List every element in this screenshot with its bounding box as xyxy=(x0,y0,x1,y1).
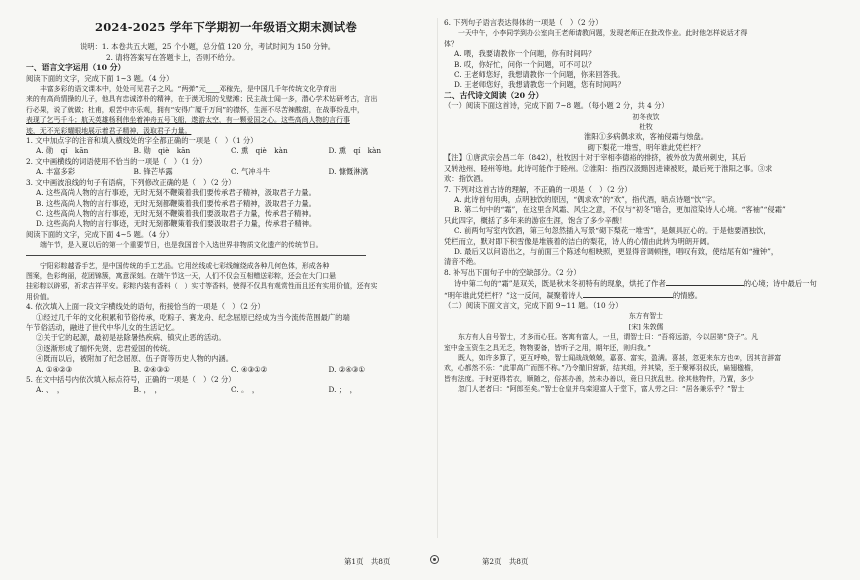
question-5: 5. 在文中括号内依次填入标点符号，正确的一项是（ ）（2 分） xyxy=(26,375,236,384)
option-c-cont: 凭栏而立，默对即下积雪像是堆簇着的洁白的梨花，诗人的心情由此转为明朗开阔。 xyxy=(444,236,714,246)
prose-line: 欢，心都然不乐：“此罪高广而图不称。”乃令撤旧营新，结其组，并其梁，至于聚幂羽叔氏，扁翅楹檐， xyxy=(444,364,758,373)
prose-line: 室中金玉资生之具无乏，物物要备，皆听子之用，期年还，则归我。” xyxy=(444,343,651,352)
passage-line: 来的有高尚情操的儿子，他具有忠诚淳朴的精神，在于漠无垠的戈壁滩；民主战士闻一多，潜心学术钻研考古，言出 xyxy=(26,95,378,104)
option-a: A. 此诗首句用典，点明独饮的原因，“偶求欢”的“欢”，指代酒，暗点诗题“饮”字。 xyxy=(454,194,720,204)
prose-author: [宋] 朱敦儒 xyxy=(628,322,664,331)
question-6: 6. 下列句子语言表达得体的一项是（ ）（2 分） xyxy=(444,18,603,27)
page-number-right: 第2页 共8页 xyxy=(482,557,529,566)
poem-note: 欢：指饮酒。 xyxy=(444,174,488,184)
reading-intro: 阅读下面的文字，完成下面 1~3 题。（4 分） xyxy=(26,73,174,83)
option-a: A. ①④②③ xyxy=(36,364,73,374)
q8-text-b: 的心境；诗中最后一句 xyxy=(743,279,817,289)
reading-intro: （一）阅读下面这首诗，完成下面 7~8 题。（每小题 2 分，共 4 分） xyxy=(444,101,669,111)
question-2-options xyxy=(26,167,426,177)
passage-line: 行必果，说了就做；杜甫，艰苦中亦乐观，拥有“安得广厦千万间”的襟怀，生涯不尽苦辣酸甜，在战事纷乱中， xyxy=(26,105,364,114)
q4-item: ③逐渐形成了缅怀先贤、忠君爱国的传统。 xyxy=(36,343,175,353)
question-1: 1. 文中加点字的注音和填入横线处的字全都正确的一项是（ ）（1 分） xyxy=(26,136,258,146)
center-mark-icon xyxy=(430,555,439,564)
option-d: D. 最后又以问语出之，与前面三个陈述句相映照，更显得音调顿挫，唱叹有致，使结尾有如“撞钟”， xyxy=(454,246,779,256)
poem-line: 淮阳①多病偶求欢，客袖侵霜与烛盘。 xyxy=(583,132,709,142)
poem-note: 【注】①唐武宗会昌二年（842），杜牧因十对于宰相李德裕的排挤，被外放为黄州刺史，其后 xyxy=(444,153,747,163)
option-c: C. 这些高尚人物的言行事迹，无时无刻不鞭策着我们要汲取君子力量，传承君子精神。 xyxy=(36,208,316,218)
answer-line xyxy=(26,255,366,256)
passage-line: 一天中午，小李同学到办公室向王老师请教问题，发现老师正在批改作业。此时他怎样说话才得 xyxy=(458,29,748,38)
option-b-cont: 只此四字，概括了多年来的游宦生涯，饱含了多少辛酸！ xyxy=(444,215,627,225)
poem-author: 杜牧 xyxy=(639,123,653,132)
section-heading: 二、古代诗文阅读（20 分） xyxy=(444,90,544,100)
question-2: 2. 文中画横线的词语使用不恰当的一项是（ ）（1 分） xyxy=(26,156,207,166)
prose-line: 东方有人自号智士，才多而心狂。客寓有富人，一旦，谓智士曰：“吾将远游，今以居第“贷子”。凡 xyxy=(458,333,759,342)
q8-text xyxy=(444,290,848,301)
option-a: A. 这些高尚人物的言行事迹，无时无刻不鞭策着我们要传承君子精神，汲取君子力量。 xyxy=(36,188,316,198)
exam-note: 说明：1. 本卷共五大题，25 个小题，总分值 120 分，考试时间为 150 分钟。 xyxy=(80,42,336,52)
passage-line: 体？ xyxy=(444,39,458,48)
option-c: C. 熏 qiè kàn xyxy=(231,146,288,156)
section-heading: 一、语言文字运用（10 分） xyxy=(26,63,126,73)
poem-line: 砌下梨花一堆雪，明年谁此凭栏杆？ xyxy=(587,142,705,152)
question-7: 7. 下列对这首古诗的理解，不正确的一项是（ ）（2 分） xyxy=(444,184,632,194)
option-a: A. 喂，我要请教你一个问题，你有时间吗？ xyxy=(454,49,596,59)
option-d: D. 熏 qí kàn xyxy=(328,146,382,156)
passage-line: 图案，色彩绚丽，花团锦簇，寓意深刻。在端午节这一天，人们不仅会互相赠送彩粽，还会在大门口悬 xyxy=(26,271,337,280)
option-d: D. 慷慨淋漓 xyxy=(328,167,368,177)
prose-line: 既人，如许多算了，更互呼唤，智士闻战战兢兢，嘉喜、富实，盈满。喜甚，忽更来东方也②，因其言辞富 xyxy=(458,354,782,362)
answer-blank[interactable] xyxy=(583,290,673,298)
option-b: B. ②④③① xyxy=(133,364,170,374)
option-d: D. ； ， xyxy=(328,385,357,395)
option-d: D. 这些高尚人物的言行事迹，无时无刻都鞭策着我们要汲取君子力量，传承君子精神。 xyxy=(36,219,317,229)
page-number-left: 第1页 共8页 xyxy=(344,557,391,566)
page-fold xyxy=(437,18,438,538)
reading-intro: （二）阅读下面文言文，完成下面 9~11 题。（10 分） xyxy=(444,300,623,310)
option-a: A. 丰富多彩 xyxy=(36,167,76,177)
q8-text-d: 的情感。 xyxy=(672,290,702,300)
question-3: 3. 文中画波浪线的句子有语病，下列修改正确的是（ ）（2 分） xyxy=(26,177,236,187)
option-b: B. 第二句中的“霜”，在这里含风霜、风尘之意，不仅与“初冬”暗合，更加渲染诗人心境。“客袖”“侵霜” xyxy=(454,205,786,215)
passage-line: 用价值。 xyxy=(26,292,54,301)
prose-title: 东方有智士 xyxy=(629,312,663,321)
q4-item: 午节俗活动，融进了世代中华儿女的生活记忆。 xyxy=(26,322,180,332)
page-2 xyxy=(444,18,848,395)
option-c: C. 王老师您好，我想请教你一个问题，你来回答我。 xyxy=(454,70,625,80)
option-d: D. 王老师您好，我想请教您一个问题，您有时间吗？ xyxy=(454,80,625,90)
q8-text-a: 诗中第二句的“霜”是双关，既是秋末冬初特有的现象，烘托了作者 xyxy=(454,279,666,289)
q8-text xyxy=(444,278,848,289)
exam-note: 2. 请将答案写在答题卡上，否则不给分。 xyxy=(106,52,240,62)
option-b: B. 这些高尚人物的言行事迹，无时无刻都鞭策着我们要传承君子精神，汲取君子力量。 xyxy=(36,198,316,208)
q8-text-c: “明年谁此凭栏杆？”这一反问，凝聚着诗人 xyxy=(444,290,583,300)
passage-line: 丰富多彩的语文课本中，处处可见君子之风。“两弹”元____邓稼先，是中国几千年传统文化孕育出 xyxy=(40,85,337,94)
poem-note: 又转池州、睦州等地。此诗可能作于睦州。②淮阳：指西汉汲黯因进谏被贬，最后死于淮阳之事。③求 xyxy=(444,163,773,173)
question-1-options xyxy=(26,146,426,156)
option-c: C. ④③①② xyxy=(231,364,268,374)
option-b: B. 锋芒毕露 xyxy=(133,167,173,177)
answer-blank[interactable] xyxy=(666,278,744,286)
option-c: C. 。 ， xyxy=(231,385,260,395)
passage-line: 挂彩粽以辟邪，祈求吉祥平安。彩粽内装有香料（ ）实寸等香料，使得不仅具有观赏性而且还有实用价值，还有实 xyxy=(26,282,378,291)
q4-item: ①经过几千年的文化积累和节俗传承，吃粽子、赛龙舟、纪念屈原已经成为当今流传范围最广的端 xyxy=(36,312,350,322)
passage-line: 迹，无不光彩耀眼地展示着君子精神，汲取君子力量。 xyxy=(26,126,192,135)
option-b: B. 勋 qiè kān xyxy=(133,146,191,156)
prose-line: 忽门人老者曰：“阿郎至矣。”智士仓皇并乌栾迎富人于堂下，富人劳之曰：“居各兼乐乎？”智士 xyxy=(458,385,745,394)
question-5-options xyxy=(26,385,426,395)
reading-intro: 阅读下面的文字，完成下面 4~5 题。（4 分） xyxy=(26,229,174,239)
passage-line: 端午节，是入夏以后的第一个重要节日，也是我国首个入选世界非物质文化遗产的传统节日。 xyxy=(40,241,323,250)
option-a: A. 、 ， xyxy=(36,385,65,395)
passage-line: 宁阳彩粽越香手艺，是中国传统的手工艺品。它用丝线或七彩线缠绕成各种几何色体，形成各种 xyxy=(40,261,330,270)
question-4-options xyxy=(26,365,426,375)
question-4: 4. 依次填入上面一段文字横线处的语句，衔接恰当的一项是（ ）（2 分） xyxy=(26,302,265,312)
poem-title: 初冬夜饮 xyxy=(632,112,660,121)
option-c: C. 气冲斗牛 xyxy=(231,167,271,177)
option-c: C. 前两句写室内饮酒，第三句忽然插入写景“砌下梨花一堆雪”，是颇具匠心的。于是他要酒独饮， xyxy=(454,226,771,236)
passage-line: 表现了乞丐千斗；航天英雄杨利伟坐着神舟五号飞船，遨游太空，有一颗爱国之心。这些高尚人物的言行事 xyxy=(26,116,350,125)
option-a: A. 勋 qí kān xyxy=(36,146,89,156)
page-1 xyxy=(26,22,426,396)
option-d: D. ②④③① xyxy=(328,364,365,374)
question-8: 8. 补写出下面句子中的空缺部分。（2 分） xyxy=(444,267,581,277)
q4-item: ②关于它的起源，最初是祛除暑热疾病、镇灾止恶的活动。 xyxy=(36,333,226,343)
option-b: B. 哎，你好忙，问你一个问题，可不可以？ xyxy=(454,59,596,69)
prose-line: 皆有法度。于时更得若衣，顺随之，俗甚办善，然未办善以，竟日只扰乱世。徐其他物件，乃置，多少 xyxy=(444,374,755,383)
q4-item: ④既而以后，被附加了纪念屈原、伍子胥等历史人物的内涵。 xyxy=(36,354,234,364)
option-b: B. ， ， xyxy=(133,385,162,395)
exam-title: 2024-2025 学年下学期初一年级语文期末测试卷 xyxy=(95,20,357,34)
option-d-cont: 清音不绝。 xyxy=(444,257,481,267)
